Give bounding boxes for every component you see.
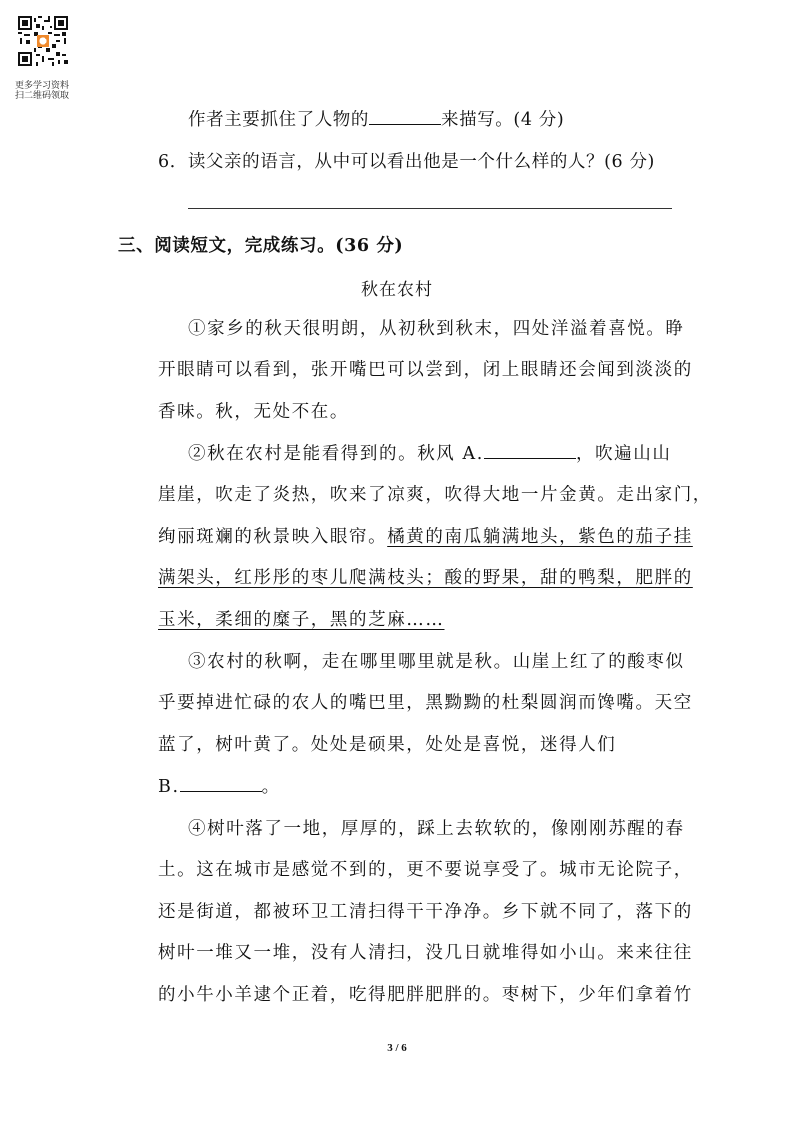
passage-text: B. bbox=[158, 777, 180, 797]
passage-text: 绚丽斑斓的秋景映入眼帘。 bbox=[158, 527, 388, 547]
passage-line: 崖崖，吹走了炎热，吹来了凉爽，吹得大地一片金黄。走出家门， bbox=[158, 485, 712, 505]
passage-line: ①家乡的秋天很明朗，从初秋到秋末，四处洋溢着喜悦。睁 bbox=[188, 319, 685, 339]
blank-b[interactable] bbox=[180, 790, 262, 792]
passage-line: 乎要掉进忙碌的农人的嘴巴里，黑黝黝的杜梨圆润而馋嘴。天空 bbox=[158, 693, 693, 713]
section-heading: 三、阅读短文，完成练习。(36 分) bbox=[118, 236, 404, 256]
passage-line: ④树叶落了一地，厚厚的，踩上去软软的，像刚刚苏醒的春 bbox=[188, 819, 685, 839]
passage-line bbox=[158, 523, 693, 548]
passage-line: 开眼睛可以看到，张开嘴巴可以尝到，闭上眼睛还会闻到淡淡的 bbox=[158, 360, 693, 380]
underlined-text: 玉米，柔细的糜子，黑的芝麻…… bbox=[158, 610, 445, 630]
qr-caption-line: 更多学习资料 bbox=[15, 81, 70, 91]
answer-blank[interactable] bbox=[369, 123, 441, 125]
underlined-text: 橘黄的南瓜躺满地头，紫色的茄子挂 bbox=[387, 527, 693, 547]
passage-line: ③农村的秋啊，走在哪里哪里就是秋。山崖上红了的酸枣似 bbox=[188, 652, 685, 672]
passage-line: 土。这在城市是感觉不到的，更不要说享受了。城市无论院子， bbox=[158, 860, 693, 880]
passage-line bbox=[188, 440, 671, 465]
passage-line: 树叶一堆又一堆，没有人清扫，没几日就堆得如小山。来来往往 bbox=[158, 943, 693, 963]
question-5-tail bbox=[188, 106, 564, 131]
qr-caption-line: 扫二维码领取 bbox=[15, 91, 70, 101]
passage-text: ，吹遍山山 bbox=[575, 444, 672, 464]
passage-text: ②秋在农村是能看得到的。秋风 A. bbox=[188, 444, 484, 464]
page-number: 3 / 6 bbox=[387, 1042, 407, 1054]
question-text: 来描写。(4 分) bbox=[441, 110, 565, 130]
qr-caption bbox=[15, 81, 85, 101]
passage-line: 的小牛小羊逮个正着，吃得肥胖肥胖的。枣树下，少年们拿着竹 bbox=[158, 985, 693, 1005]
question-text: 作者主要抓住了人物的 bbox=[188, 110, 369, 130]
question-6: 6．读父亲的语言，从中可以看出他是一个什么样的人？(6 分) bbox=[158, 152, 655, 172]
blank-a[interactable] bbox=[484, 457, 576, 459]
passage-line: 还是街道，都被环卫工清扫得干干净净。乡下就不同了，落下的 bbox=[158, 902, 693, 922]
passage-line: 蓝了，树叶黄了。处处是硕果，处处是喜悦，迷得人们 bbox=[158, 735, 617, 755]
answer-line[interactable] bbox=[188, 208, 672, 209]
passage-line bbox=[158, 773, 281, 798]
qr-code-image bbox=[18, 16, 68, 66]
passage-text: 。 bbox=[261, 777, 281, 797]
passage-line: 香味。秋，无处不在。 bbox=[158, 402, 349, 422]
passage-title: 秋在农村 bbox=[361, 280, 433, 300]
underlined-text: 满架头，红彤彤的枣儿爬满枝头；酸的野果，甜的鸭梨，肥胖的 bbox=[158, 568, 693, 588]
